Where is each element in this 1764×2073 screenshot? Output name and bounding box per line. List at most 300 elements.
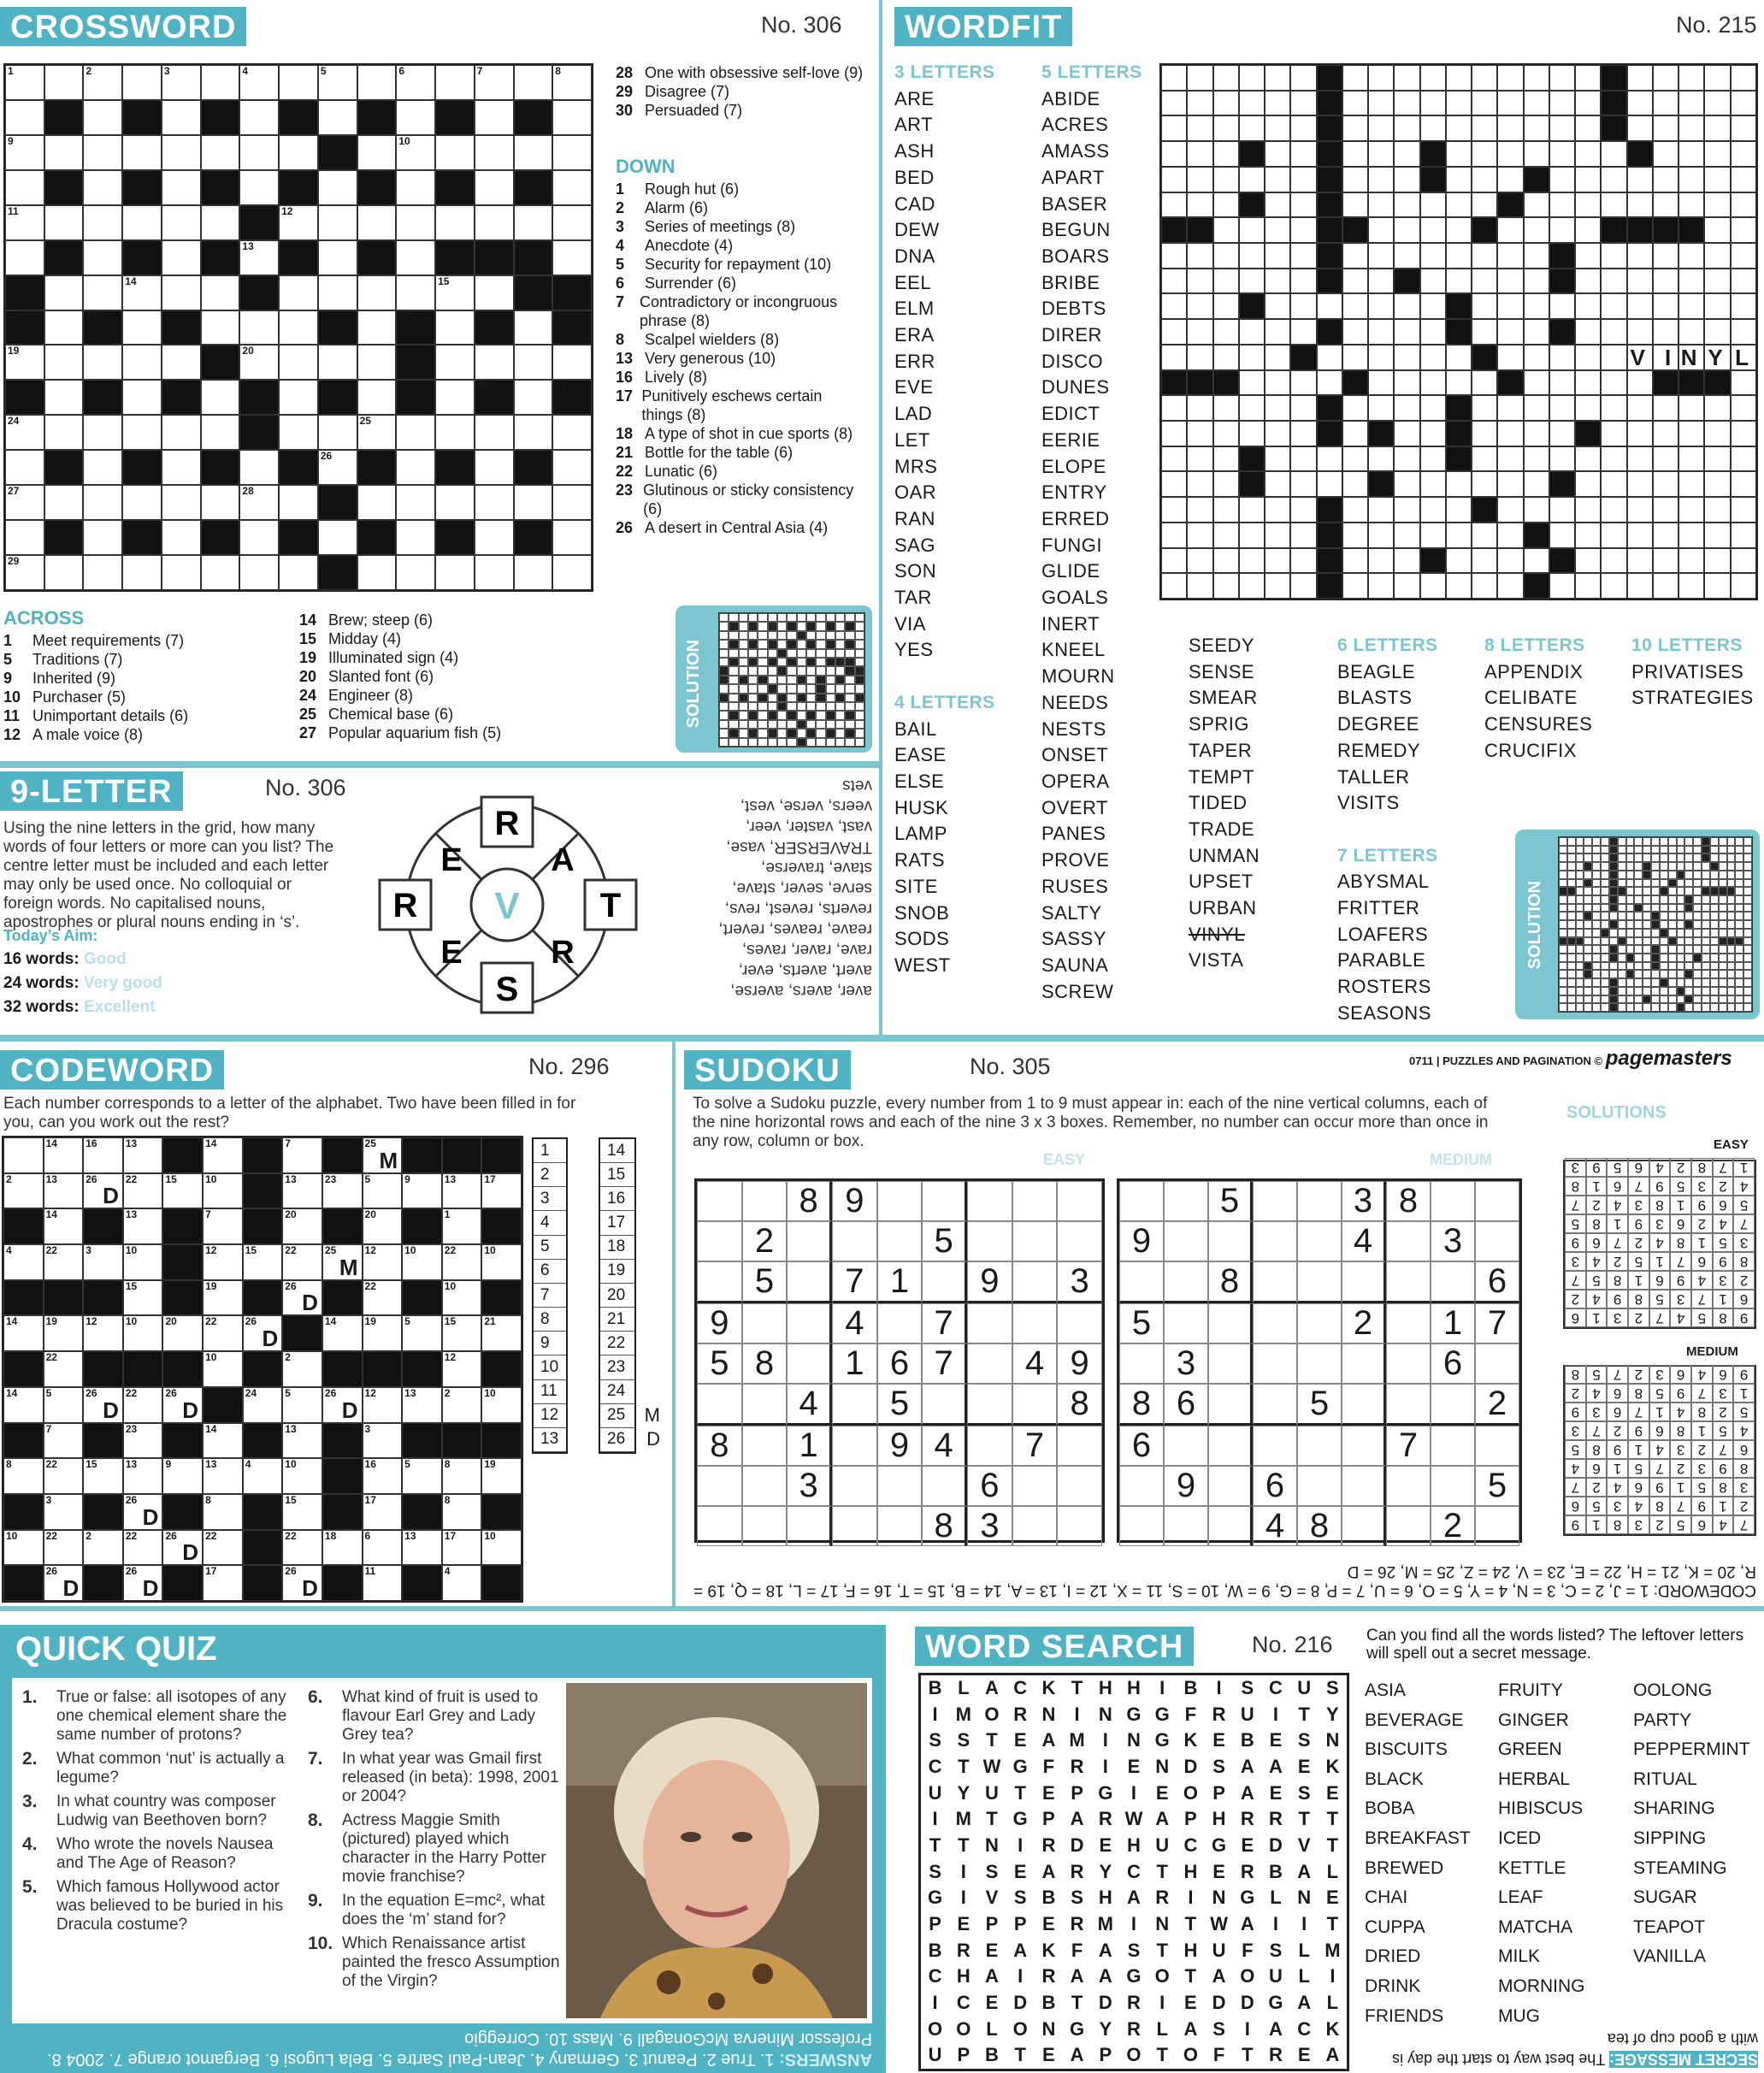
letter: C [1269, 1677, 1283, 1698]
grid-cell [1497, 319, 1523, 345]
solution-cell: 4 [1691, 1365, 1713, 1384]
grid-cell [201, 345, 240, 380]
letter: F [1042, 1755, 1055, 1777]
grid-cell [83, 240, 122, 275]
sudoku-cell: 1 [787, 1426, 832, 1466]
solution-cell: 1 [1586, 1515, 1608, 1534]
grid-cell [481, 1387, 522, 1423]
grid-cell [5, 205, 44, 240]
cell-number: 4 [6, 1244, 12, 1257]
solution-cell: 7 [1733, 1515, 1755, 1534]
grid-cell [1290, 573, 1316, 599]
letter: I [1018, 1965, 1024, 1987]
grid-cell [1187, 243, 1212, 269]
clue [299, 723, 581, 742]
cell-number: 19 [45, 1315, 57, 1328]
grid-cell [201, 380, 240, 415]
cell-number: 26 [245, 1315, 257, 1328]
cell-number: 28 [242, 485, 254, 498]
grid-cell [1342, 115, 1368, 141]
sudoku-number: No. 305 [970, 1054, 1051, 1079]
codeword-key-left [532, 1137, 568, 1454]
sudoku-cell [697, 1261, 742, 1303]
solution-cell: 8 [1670, 1233, 1691, 1252]
clue [616, 330, 864, 349]
letter: R [1155, 1887, 1170, 1909]
solution-cell: 4 [1670, 1403, 1691, 1421]
grid-cell [1420, 345, 1446, 370]
cell-number: 13 [205, 1458, 217, 1471]
grid-cell [481, 1137, 522, 1173]
cell-number: 25 [324, 1244, 337, 1257]
wordfit-list-2 [1041, 60, 1142, 1005]
grid-cell [1187, 523, 1212, 548]
grid-cell [322, 1530, 363, 1566]
clue-number: 18 [616, 425, 634, 442]
sudoku-cell: 8 [1057, 1384, 1102, 1426]
grid-cell [1317, 65, 1342, 91]
cell-number: 26 [45, 1565, 57, 1578]
cell-number: 24 [8, 415, 20, 428]
letter: E [1184, 1991, 1197, 2013]
grid-cell [1524, 115, 1549, 141]
cell-number: 20 [165, 1315, 177, 1328]
word: PARABLE [1337, 949, 1426, 972]
grid-cell [123, 1530, 163, 1566]
sudoku-cell [697, 1466, 742, 1506]
sudoku-cell: 6 [1431, 1344, 1475, 1384]
grid-cell [322, 1315, 363, 1351]
codeword-grid[interactable] [2, 1136, 523, 1603]
letter: C [1297, 2017, 1312, 2040]
grid-cell [83, 380, 122, 415]
grid-cell [1161, 446, 1187, 472]
grid-cell [1265, 217, 1290, 243]
cell-number: 13 [285, 1422, 297, 1435]
grid-cell [1472, 548, 1497, 574]
grid-cell [279, 275, 318, 310]
grid-cell [1731, 395, 1756, 421]
grid-cell [396, 205, 435, 240]
letter: N [1098, 1703, 1112, 1725]
grid-cell [1317, 573, 1342, 599]
grid-cell [1239, 269, 1265, 294]
key-cell: 19 [600, 1260, 634, 1284]
grid-cell [282, 1208, 322, 1244]
grid-cell [1549, 471, 1575, 497]
grid-cell [44, 310, 84, 346]
sudoku-cell [742, 1181, 788, 1221]
sudoku-cell [742, 1384, 788, 1426]
clue-number: 22 [616, 463, 634, 480]
sudoku-cell [1164, 1261, 1208, 1303]
grid-cell [1213, 269, 1239, 294]
grid-cell [396, 100, 435, 135]
word: UNMAN [1189, 844, 1260, 866]
sudoku-cell [1208, 1344, 1253, 1384]
grid-cell [282, 1458, 322, 1494]
clue-number: 28 [616, 64, 634, 81]
letter: B [1041, 1991, 1056, 2013]
cell-number: 10 [285, 1458, 297, 1471]
clue-text: Surrender (6) [645, 275, 737, 292]
grid-cell [1524, 446, 1549, 472]
grid-cell [1731, 523, 1756, 548]
letter: I [1102, 1755, 1108, 1777]
grid-cell [1368, 192, 1394, 218]
letter: P [1099, 2044, 1112, 2066]
word: CENSURES [1484, 713, 1593, 735]
grid-cell [123, 1494, 163, 1530]
sudoku-cell [1297, 1426, 1342, 1466]
letter: I [1018, 1834, 1024, 1856]
clue-number: 16 [616, 369, 634, 386]
letter: E [985, 1939, 999, 1961]
grid-cell [363, 1137, 403, 1173]
grid-cell [1497, 115, 1523, 141]
grid-cell [1446, 370, 1472, 396]
grid-cell [1549, 269, 1575, 294]
grid-cell [442, 1423, 482, 1459]
letter: I [1188, 1887, 1194, 1909]
word: BED [894, 166, 935, 188]
grid-cell [1601, 446, 1626, 472]
answer-line: reave, reaves, revert, [718, 920, 872, 938]
letter: R [1240, 1808, 1254, 1830]
letter: E [1269, 1729, 1283, 1751]
cell-number: 2 [86, 65, 92, 77]
grid-cell [1575, 192, 1601, 218]
grid-cell [1446, 115, 1472, 141]
solution-cell: 8 [1565, 1365, 1586, 1384]
grid-cell [3, 1315, 44, 1351]
grid-cell [44, 275, 84, 310]
letter: I [960, 1887, 966, 1909]
solution-cell: 6 [1713, 1365, 1734, 1384]
solution-cell: 2 [1691, 1214, 1713, 1233]
solution-cell: 1 [1691, 1421, 1713, 1440]
letter: P [1184, 1808, 1197, 1830]
grid-cell [3, 1387, 44, 1423]
solution-cell: 5 [1565, 1440, 1586, 1459]
letter: H [1183, 1939, 1198, 1961]
grid-cell [318, 520, 357, 555]
letter: L [1326, 1991, 1339, 2013]
sudoku-cell [1431, 1466, 1475, 1506]
letter: M [1069, 1729, 1085, 1751]
grid-cell [1161, 421, 1187, 446]
grid-cell [1704, 217, 1730, 243]
solution-cell: 6 [1670, 1365, 1691, 1384]
grid-cell [1290, 243, 1316, 269]
grid-cell [1394, 141, 1419, 167]
grid-cell [1213, 548, 1239, 574]
grid-cell [514, 380, 553, 415]
sudoku-title: SUDOKU [684, 1050, 851, 1090]
grid-cell [1239, 115, 1265, 141]
crossword-grid[interactable] [3, 63, 593, 592]
list-heading: 4 LETTERS [894, 692, 995, 712]
grid-cell [1161, 319, 1187, 345]
letter: A [1240, 1755, 1254, 1777]
letter: S [1212, 2017, 1225, 2040]
grid-cell [1161, 345, 1187, 370]
letter: T [986, 1808, 998, 1830]
word: SEEDY [1189, 635, 1255, 656]
grid-cell [1472, 395, 1497, 421]
cell-number: 13 [242, 239, 254, 252]
clue-number: 23 [616, 481, 634, 499]
grid-cell [1524, 471, 1549, 497]
sudoku-cell [1386, 1303, 1431, 1344]
grid-cell [1549, 141, 1575, 167]
grid-cell [552, 415, 592, 450]
solution-cell: 2 [1649, 1515, 1671, 1534]
question-text: In what country was composer Ludwig van Beethoven born? [56, 1792, 276, 1829]
grid-cell [396, 240, 435, 275]
cell-number: 20 [285, 1208, 297, 1221]
sudoku-cell [1057, 1181, 1102, 1221]
sudoku-cell [832, 1466, 877, 1506]
sudoku-cell [967, 1221, 1012, 1261]
sudoku-cell [742, 1466, 788, 1506]
solution-cell: 6 [1565, 1308, 1586, 1327]
grid-cell [1731, 497, 1756, 523]
grid-cell [1704, 345, 1730, 370]
solution-cell: 3 [1713, 1384, 1734, 1403]
grid-cell [435, 380, 475, 415]
solution-cell: 1 [1670, 1478, 1691, 1497]
grid-cell [1446, 192, 1472, 218]
grid-cell [1524, 497, 1549, 523]
grid-cell [123, 1208, 163, 1244]
sudoku-cell [1475, 1506, 1519, 1546]
grid-cell [1601, 421, 1626, 446]
grid-cell [122, 135, 162, 170]
letter: C [1013, 1677, 1028, 1698]
grid-cell [1394, 115, 1419, 141]
grid-cell [1601, 395, 1626, 421]
grid-cell [1420, 523, 1446, 548]
sudoku-cell [1119, 1261, 1164, 1303]
grid-cell [435, 485, 475, 520]
grid-cell [1394, 217, 1419, 243]
grid-cell [442, 1137, 482, 1173]
solution-cell: 8 [1586, 1214, 1608, 1233]
sudoku-easy-grid[interactable] [694, 1178, 1105, 1543]
clue [299, 611, 581, 629]
grid-cell [239, 520, 279, 555]
grid-cell [1342, 370, 1368, 396]
grid-cell [1575, 548, 1601, 574]
quiz-question [22, 1688, 287, 1745]
grid-cell [162, 1173, 203, 1209]
grid-cell [514, 65, 553, 100]
letter: N [985, 1834, 999, 1856]
grid-cell [1472, 91, 1497, 116]
grid-cell [1575, 421, 1601, 446]
grid-cell [239, 170, 279, 205]
solution-cell: 7 [1565, 1196, 1586, 1214]
grid-cell [435, 65, 475, 100]
grid-cell [1731, 65, 1756, 91]
sudoku-cell [1119, 1506, 1164, 1546]
grid-cell [1187, 293, 1212, 319]
sudoku-cell: 9 [967, 1261, 1012, 1303]
solution-cell: 8 [1628, 1384, 1649, 1403]
question-text: What kind of fruit is used to flavour Earl Grey and Lady Grey tea? [342, 1688, 539, 1744]
key-cell: 10 [534, 1355, 566, 1379]
clue-text: Brew; steep (6) [328, 611, 434, 629]
grid-cell [322, 1244, 363, 1280]
grid-cell [1394, 395, 1419, 421]
sudoku-cell: 7 [1475, 1303, 1519, 1344]
grid-cell [1678, 115, 1704, 141]
letter: I [1159, 1991, 1165, 2013]
wordfit-number: No. 215 [1676, 12, 1757, 38]
sudoku-cell [1208, 1384, 1253, 1426]
cell-number: 14 [205, 1137, 217, 1149]
word: SAG [894, 534, 935, 556]
grid-cell [201, 555, 240, 590]
solution-cell: 7 [1733, 1214, 1755, 1233]
letter: H [1183, 1860, 1198, 1882]
sudoku-cell: 4 [787, 1384, 832, 1426]
target-rating: Good [83, 950, 127, 968]
sudoku-cell: 6 [877, 1344, 923, 1384]
letter: T [1242, 2044, 1254, 2066]
grid-cell [1704, 192, 1730, 218]
grid-cell [83, 310, 122, 346]
grid-cell [1601, 573, 1626, 599]
sudoku-cell: 4 [1342, 1221, 1386, 1261]
sudoku-cell [877, 1221, 923, 1261]
grid-cell [363, 1315, 403, 1351]
grid-cell [1704, 293, 1730, 319]
solution-cell: 4 [1733, 1177, 1755, 1196]
placed-letter: Y [1708, 344, 1723, 370]
letter: S [1013, 1887, 1027, 1909]
grid-cell [1549, 548, 1575, 574]
key-cell: 25 M [600, 1404, 634, 1428]
codeword-number: No. 296 [528, 1054, 610, 1079]
grid-cell [1239, 471, 1265, 497]
grid-cell [122, 520, 162, 555]
cell-number: 5 [285, 1386, 291, 1399]
solution-cell: 9 [1649, 1478, 1671, 1497]
letter: U [1155, 1834, 1170, 1856]
easy-solution-label: EASY [1714, 1137, 1749, 1152]
wordfit-list-4 [1337, 633, 1438, 1027]
grid-cell [322, 1565, 363, 1601]
grid-cell [1627, 395, 1653, 421]
nineletter-wheel [376, 794, 658, 1016]
solution-cell: 8 [1649, 1196, 1671, 1214]
cell-number: 3 [45, 1493, 52, 1506]
letter: B [1041, 1887, 1056, 1909]
grid-cell [1472, 345, 1497, 370]
word: SITE [894, 875, 938, 897]
cell-number: 10 [205, 1172, 217, 1185]
grid-cell [1653, 421, 1678, 446]
wordsearch-grid[interactable] [918, 1673, 1349, 2071]
grid-cell [1731, 548, 1756, 574]
grid-cell [1213, 395, 1239, 421]
grid-cell [1497, 293, 1523, 319]
grid-cell [44, 100, 84, 135]
grid-cell [1731, 573, 1756, 599]
grid-cell [514, 240, 553, 275]
grid-cell [201, 240, 240, 275]
sudoku-cell [1342, 1426, 1386, 1466]
sudoku-cell: 8 [922, 1506, 967, 1546]
clue-text: Scalpel wielders (8) [645, 331, 780, 348]
letter: A [1183, 2017, 1198, 2040]
grid-cell [1575, 65, 1601, 91]
grid-cell [203, 1423, 243, 1459]
grid-cell [1549, 345, 1575, 370]
target-rating: Excellent [83, 998, 156, 1016]
cell-number: 22 [285, 1244, 297, 1257]
grid-cell [1731, 167, 1756, 192]
grid-cell [1368, 243, 1394, 269]
grid-cell [396, 485, 435, 520]
wordfit-grid[interactable] [1159, 63, 1758, 600]
grid-cell [1342, 548, 1368, 574]
sudoku-cell [697, 1506, 742, 1546]
grid-cell [243, 1173, 283, 1209]
search-word: CUPPA [1365, 1916, 1425, 1937]
grid-cell [318, 100, 357, 135]
grid-cell [5, 380, 44, 415]
grid-cell [83, 1315, 123, 1351]
letter: L [1298, 1939, 1310, 1961]
grid-cell [1549, 217, 1575, 243]
grid-cell [396, 310, 435, 346]
grid-cell [322, 1208, 363, 1244]
down-clues [616, 180, 864, 537]
grid-cell [1497, 217, 1523, 243]
grid-cell [83, 1173, 123, 1209]
clue [616, 63, 872, 82]
grid-cell [1290, 395, 1316, 421]
grid-cell [1394, 421, 1419, 446]
grid-cell [1653, 115, 1678, 141]
grid-cell [435, 555, 475, 590]
grid-cell [402, 1173, 442, 1209]
solution-cell: 5 [1691, 1308, 1713, 1327]
grid-cell [1446, 243, 1472, 269]
cell-number: 19 [364, 1315, 376, 1328]
grid-cell [1678, 141, 1704, 167]
grid-cell [1472, 65, 1497, 91]
grid-cell [1239, 421, 1265, 446]
grid-cell [282, 1423, 322, 1459]
grid-cell [552, 65, 592, 100]
grid-cell [1446, 573, 1472, 599]
cell-number: 21 [163, 380, 176, 393]
grid-cell [1627, 471, 1653, 497]
grid-cell [552, 310, 592, 346]
grid-cell [122, 205, 162, 240]
sudoku-medium-grid[interactable] [1117, 1178, 1522, 1543]
grid-cell [203, 1565, 243, 1601]
grid-cell [1678, 269, 1704, 294]
grid-cell [552, 170, 592, 205]
word: OVERT [1041, 796, 1108, 818]
solution-cell: 3 [1565, 1252, 1586, 1271]
grid-cell [1472, 243, 1497, 269]
